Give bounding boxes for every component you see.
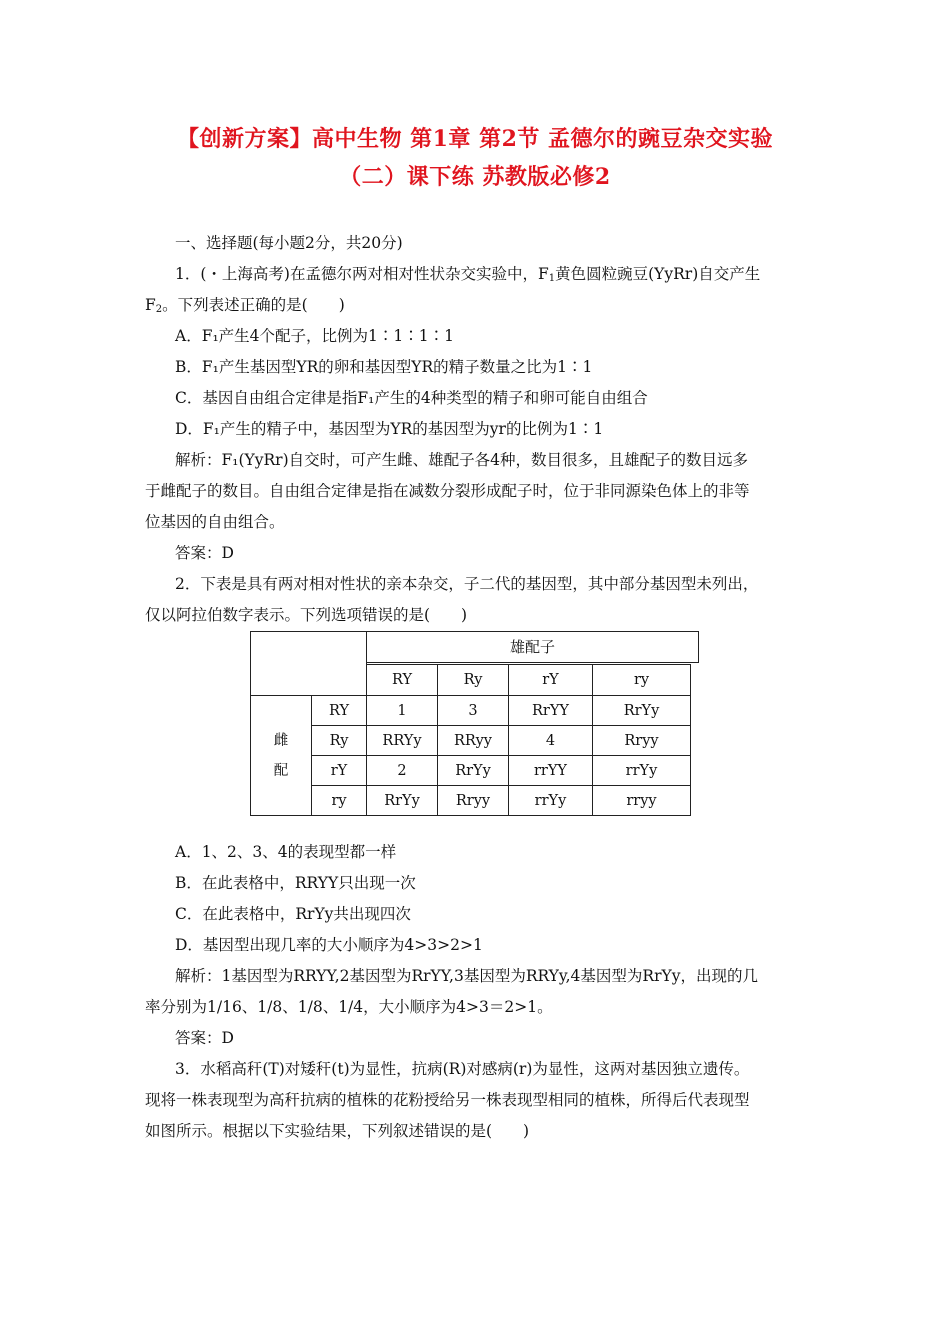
q2-option-a: A．1、2、3、4的表现型都一样 (175, 843, 397, 861)
table-cell: RrYy (593, 696, 691, 726)
table-cell: rrYY (509, 756, 593, 786)
table-corner-cell (251, 632, 367, 696)
q1-stem-line-2: $F_2$。下列表述正确的是( ) (145, 296, 345, 315)
table-cell: RrYy (438, 756, 509, 786)
q1-stem-line-1: 1．(・上海高考)在孟德尔两对相对性状杂交实验中，$F_1$黄色圆粒豌豆(YyRr)自交产生 (175, 265, 761, 284)
q2-stem-line-1: 2．下表是具有两对相对性状的亲本杂交，子二代的基因型，其中部分基因型未列出， (175, 575, 759, 593)
q1-analysis-line-2: 于雌配子的数目。自由组合定律是指在减数分裂形成配子时，位于非同源染色体上的非等 (145, 482, 750, 500)
table-cell: 4 (509, 726, 593, 756)
table-cell: RrYY (509, 696, 593, 726)
q1-option-b: B．F₁产生基因型YR的卵和基因型YR的精子数量之比为1∶1 (175, 358, 593, 376)
table-cell: RRyy (438, 726, 509, 756)
table-female-header: 雌 配 (251, 696, 312, 816)
document-title-line-1: 【创新方案】高中生物 第1章 第2节 孟德尔的豌豆杂交实验 (176, 126, 774, 152)
table-row-header: Ry (312, 726, 367, 756)
q1-option-a: A．F₁产生4个配子，比例为1∶1∶1∶1 (175, 327, 454, 345)
table-cell: rrYy (509, 786, 593, 816)
table-cell: 1 (367, 696, 438, 726)
q3-stem-line-3: 如图所示。根据以下实验结果，下列叙述错误的是( ) (145, 1122, 530, 1140)
table-cell: RrYy (367, 786, 438, 816)
table-cell: 2 (367, 756, 438, 786)
q1-option-c: C．基因自由组合定律是指F₁产生的4种类型的精子和卵可能自由组合 (175, 389, 648, 407)
section-heading: 一、选择题(每小题2分，共20分) (175, 234, 403, 252)
q3-stem-line-1: 3．水稻高秆(T)对矮秆(t)为显性，抗病(R)对感病(r)为显性，这两对基因独立遗传。 (175, 1060, 750, 1078)
q2-stem-line-2: 仅以阿拉伯数字表示。下列选项错误的是( ) (145, 606, 468, 624)
table-cell: rryy (593, 786, 691, 816)
q1-analysis-line-3: 位基因的自由组合。 (145, 513, 285, 531)
q3-stem-line-2: 现将一株表现型为高秆抗病的植株的花粉授给另一株表现型相同的植株，所得后代表现型 (145, 1091, 750, 1109)
q2-option-b: B．在此表格中，RRYY只出现一次 (175, 874, 416, 892)
table-row-header: RY (312, 696, 367, 726)
table-cell: RRYy (367, 726, 438, 756)
table-cell: Rryy (593, 726, 691, 756)
table-col-header: rY (509, 664, 593, 695)
table-male-header: 雄配子 (366, 631, 699, 663)
q2-analysis-line-1: 解析：1基因型为RRYY,2基因型为RrYY,3基因型为RRYy,4基因型为RrYy，出现的几 (175, 967, 758, 985)
table-col-header: ry (593, 664, 691, 695)
q2-analysis-line-2: 率分别为1/16、1/8、1/8、1/4，大小顺序为4>3＝2>1。 (145, 998, 553, 1016)
q2-option-c: C．在此表格中，RrYy共出现四次 (175, 905, 411, 923)
table-cell: 3 (438, 696, 509, 726)
q1-analysis-line-1: 解析：F₁(YyRr)自交时，可产生雌、雄配子各4种，数目很多，且雄配子的数目远多 (175, 451, 748, 469)
table-row-header: rY (312, 756, 367, 786)
q2-option-d: D．基因型出现几率的大小顺序为4>3>2>1 (175, 936, 483, 954)
q1-option-d: D．F₁产生的精子中，基因型为YR的基因型为yr的比例为1∶1 (175, 420, 604, 438)
q2-answer: 答案：D (175, 1029, 234, 1047)
table-col-header: RY (367, 664, 438, 695)
table-cell: Rryy (438, 786, 509, 816)
q1-answer: 答案：D (175, 544, 234, 562)
table-col-header: Ry (438, 664, 509, 695)
document-title-line-2: （二）课下练 苏教版必修2 (339, 164, 611, 190)
table-row-header: ry (312, 786, 367, 816)
table-cell: rrYy (593, 756, 691, 786)
